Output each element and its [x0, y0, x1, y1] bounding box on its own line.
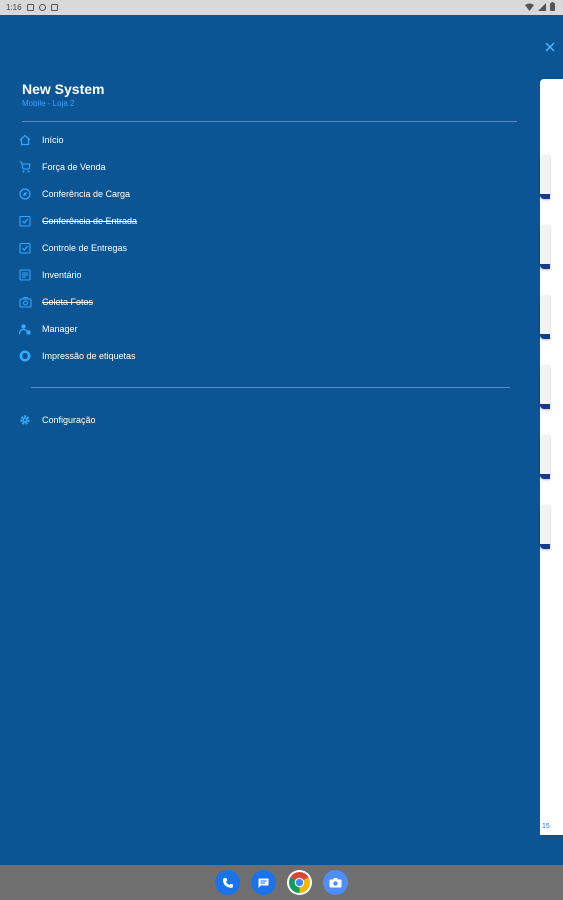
checkbox-icon — [18, 241, 32, 255]
drawer-subtitle: Mobile - Loja 2 — [22, 99, 75, 108]
header-divider — [22, 121, 517, 122]
menu-item-label: Conferência de Entrada — [42, 216, 138, 226]
notification-icon-2 — [39, 4, 46, 11]
menu-item-label: Conferência de Carga — [42, 189, 131, 199]
menu-item-inicio[interactable] — [18, 129, 64, 151]
camera-icon — [18, 295, 32, 309]
background-card[interactable] — [540, 225, 550, 269]
menu-item-label: Impressão de etiquetas — [42, 351, 136, 361]
manager-icon — [18, 322, 32, 336]
menu-item-conferencia-de-entrada[interactable] — [18, 210, 138, 232]
phone-app-icon[interactable] — [215, 870, 240, 895]
close-icon — [545, 42, 555, 52]
status-bar — [0, 0, 563, 15]
compass-icon — [18, 187, 32, 201]
menu-item-label: Manager — [42, 324, 78, 334]
notification-icon — [27, 4, 34, 11]
menu-item-label: Inventário — [42, 270, 82, 280]
cart-icon — [18, 160, 32, 174]
background-card[interactable] — [540, 295, 550, 339]
status-time: 1:16 — [6, 3, 22, 12]
checkbox-icon — [18, 214, 32, 228]
menu-item-label: Configuração — [42, 415, 96, 425]
background-card[interactable] — [540, 505, 550, 549]
menu-item-inventario[interactable] — [18, 264, 82, 286]
messages-app-icon[interactable] — [251, 870, 276, 895]
system-navbar — [0, 865, 563, 900]
app-screen — [0, 15, 563, 865]
menu-item-controle-de-entregas[interactable] — [18, 237, 128, 259]
battery-icon — [550, 2, 555, 11]
menu-item-label: Controle de Entregas — [42, 243, 128, 253]
background-card[interactable] — [540, 435, 550, 479]
menu-item-label: Força de Venda — [42, 162, 106, 172]
background-card[interactable] — [540, 155, 550, 199]
menu-item-label: Início — [42, 135, 64, 145]
background-footer-text: 15 — [542, 823, 550, 830]
close-drawer-button[interactable] — [543, 40, 557, 54]
menu-item-manager[interactable] — [18, 318, 78, 340]
gear-icon — [18, 413, 32, 427]
drawer-header — [22, 81, 104, 109]
menu-item-forca-de-venda[interactable] — [18, 156, 106, 178]
menu-item-conferencia-de-carga[interactable] — [18, 183, 131, 205]
drawer-title: New System — [22, 81, 105, 97]
menu-item-impressao-de-etiquetas[interactable] — [18, 345, 136, 367]
menu-item-coleta-fotos[interactable] — [18, 291, 94, 313]
printer-icon — [18, 349, 32, 363]
menu-item-configuracao[interactable] — [18, 409, 96, 431]
camera-app-icon[interactable] — [323, 870, 348, 895]
notification-icon-3 — [51, 4, 58, 11]
home-icon — [18, 133, 32, 147]
menu-item-label: Coleta Fotos — [42, 297, 94, 307]
background-card[interactable] — [540, 365, 550, 409]
inventory-icon — [18, 268, 32, 282]
wifi-icon — [525, 3, 534, 11]
chrome-app-icon[interactable] — [287, 870, 312, 895]
menu-divider — [31, 387, 510, 388]
signal-icon — [538, 3, 546, 11]
